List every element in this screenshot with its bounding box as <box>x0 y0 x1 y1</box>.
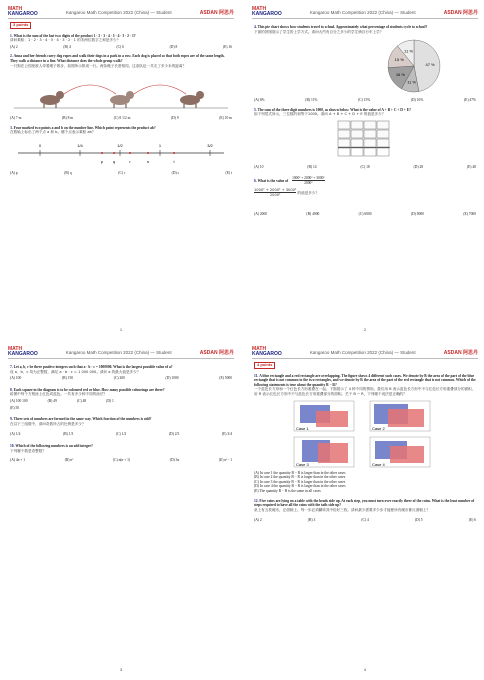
case-2-diagram <box>370 401 430 431</box>
question-text-chinese: 请问乘积：1 · 2 · 3 · 4 · 5 · 4 · 3 · 2 · 1 的末两位数字之和是多少？ <box>10 38 121 43</box>
case-label: Case 2 <box>372 425 385 431</box>
dog-figure-3 <box>180 91 204 108</box>
option-e[interactable]: (E) 50 <box>10 405 20 410</box>
answer-options <box>254 165 476 170</box>
question-2 <box>10 54 232 120</box>
number-line-point-label: r <box>129 158 131 164</box>
question-text: Let a, b, c be three positive integers such that a · b · c = 1000000. What is the largest possible value of a? <box>13 365 173 369</box>
option-e[interactable]: (E) The quantity B − R is the same in all cases <box>254 488 321 493</box>
number-line-figure <box>10 139 232 169</box>
option-e[interactable]: (E) 47% <box>463 98 476 103</box>
pie-slice-label: 16 % <box>395 72 405 78</box>
question-11 <box>254 374 476 494</box>
option-b[interactable]: (B) 4 <box>63 44 71 49</box>
number-line-tick-label: 1/2 <box>117 142 123 148</box>
question-text: What is the value of <box>257 178 289 183</box>
question-9 <box>10 417 232 437</box>
page-number: 2 <box>363 327 367 332</box>
option-d[interactable]: (D) 28 <box>413 164 424 169</box>
math-kangaroo-logo: MATH KANGAROO <box>252 346 282 357</box>
option-d[interactable]: (D) 2/3 <box>168 432 180 437</box>
question-number: 7. <box>10 365 13 369</box>
option-a[interactable]: (A) p <box>10 170 18 175</box>
page-header <box>8 346 234 359</box>
page-number: 1 <box>119 327 123 332</box>
grid-cell <box>351 139 363 147</box>
option-e[interactable]: (E) 6 <box>468 518 476 523</box>
option-a[interactable]: (A) 2000 <box>254 211 268 216</box>
question-text: Each square in the diagram is to be coloured red or blue. How many possible colourings are there? <box>13 387 165 392</box>
option-b[interactable]: (B) 49 <box>47 398 57 403</box>
question-text-chinese: 一只狗在公园里被人牵着绳子散步，如图所示排成一行。两条绳子长度相同。这条队伍一共走了多少米的距离？ <box>10 63 187 68</box>
number-line-point <box>101 152 103 154</box>
option-c[interactable]: (C) 6 <box>116 44 124 49</box>
grid-cell <box>351 130 363 138</box>
option-b[interactable]: (B) 11% <box>305 98 318 103</box>
option-b[interactable]: (B) q <box>64 170 72 175</box>
answer-options <box>254 518 476 523</box>
answer-options <box>10 399 232 404</box>
option-e[interactable]: (E) 3/4 <box>221 432 232 437</box>
question-10 <box>10 444 232 463</box>
question-number: 3. <box>10 125 13 130</box>
page-header <box>252 346 478 359</box>
document-page-1 <box>2 2 240 338</box>
pie-slice-label: 15 % <box>394 57 404 63</box>
answer-options-row-2 <box>10 406 232 411</box>
option-c[interactable]: (C) 1/2 <box>115 432 127 437</box>
grid-cell <box>364 130 376 138</box>
answer-options <box>254 212 476 217</box>
option-d[interactable]: (D) 8 <box>169 44 178 49</box>
number-line-point <box>173 152 175 154</box>
option-a[interactable]: (A) 2 <box>254 518 262 523</box>
math-kangaroo-logo: MATH KANGAROO <box>252 6 282 17</box>
section-label: 4 points <box>254 362 275 369</box>
question-text: Anna and her friends carry dog ropes and walk their dogs in a park in a row. Each dog is placed so that both ropes are of the same length. They walk a distance in a line. What distance does the whole group walk? <box>10 54 225 63</box>
question-text: Which of the following numbers is an odd integer? <box>15 443 93 448</box>
section-label: 3 points <box>10 22 31 29</box>
option-b[interactable]: (B) In case 2 the quantity B − R is larger than in the other cases <box>254 475 346 480</box>
number-line-point-label: q <box>112 158 116 164</box>
question-1 <box>10 34 232 50</box>
question-number: 10. <box>10 443 15 448</box>
number-line-point-label: s <box>147 158 149 164</box>
option-e[interactable]: (E) 5000 <box>219 376 232 381</box>
option-a[interactable]: (A) In case 1 the quantity B − R is larger than in the other cases <box>254 470 346 475</box>
question-6 <box>254 176 476 217</box>
question-text-chinese: 设 a、b、c 均为正整数，满足 a · b · c = 1 000 000。请问 a 的最大值是多少？ <box>10 369 141 374</box>
option-e[interactable]: (E) 48 <box>466 164 476 169</box>
option-b[interactable]: (B) 14 <box>307 164 317 169</box>
asdan-logo: ASDAN 阿思丹 <box>199 349 234 356</box>
number-line-point-label: t <box>173 158 175 164</box>
option-b[interactable]: (B) n² <box>64 458 74 463</box>
math-kangaroo-logo: MATH KANGAROO <box>8 6 38 17</box>
page-number: 4 <box>363 667 367 672</box>
header-title: Kangaroo Math Competition 2022 (China) — Student <box>65 9 172 15</box>
option-c[interactable]: (C) 8 1/2 m <box>113 116 131 121</box>
answer-options <box>10 458 232 463</box>
option-c[interactable]: (C) 200 <box>113 376 125 381</box>
option-d[interactable]: (D) 5 <box>414 518 423 523</box>
question-number: 2. <box>10 54 13 59</box>
question-text: Three sets of numbers are formed in the same way. Which fraction of the numbers is odd? <box>13 417 152 422</box>
question-4 <box>254 25 476 103</box>
grid-cell <box>351 148 363 156</box>
option-b[interactable]: (B) 150 <box>61 376 74 381</box>
question-number: 9. <box>10 417 13 422</box>
question-text: Four marked two points a and b on the number line. Which point represents the product ab? <box>13 125 156 130</box>
option-c[interactable]: (C) 48 <box>76 398 87 403</box>
option-d[interactable]: (D) In case 4 the quantity B − R is larger than in the other cases <box>254 484 346 489</box>
option-c[interactable]: (C) 4 <box>361 518 369 523</box>
option-a[interactable]: (A) 10 <box>254 164 264 169</box>
number-line-point <box>113 152 115 154</box>
number-line-tick-label: 0 <box>38 142 42 148</box>
option-c[interactable]: (C) 15% <box>358 98 371 103</box>
number-line-tick-label: 3/2 <box>207 142 213 148</box>
pie-slice-label: 47 % <box>425 62 435 68</box>
question-text-chinese: 桌上有五枚硬币，正面朝上。每一步必须翻转其中恰好三枚。请问最少需要多少步才能使所有硬币都反面朝上？ <box>254 507 431 512</box>
question-text: A blue rectangle and a red rectangle are overlapping. The figure shows 4 different such cases. We denote by B the area of the part of the blue rectangle that is not common to the two rectangles, and we denote by R the area of the part of the red rectangle that is not common. Which of the following statements is true about the quantity B − R? <box>254 373 476 387</box>
number-line-tick-label: 1 <box>158 142 162 148</box>
document-page-3 <box>2 342 240 678</box>
grid-cell <box>377 121 389 129</box>
grid-cell <box>377 148 389 156</box>
option-d[interactable]: (D) 16% <box>410 98 424 103</box>
question-8 <box>10 388 232 410</box>
option-e[interactable]: (E) n² - 1 <box>218 458 232 463</box>
grid-cell <box>338 121 350 129</box>
option-c[interactable]: (C) 6000 <box>358 211 372 216</box>
question-number: 12. <box>254 498 259 503</box>
question-number: 11. <box>254 373 259 378</box>
answer-options-list <box>254 471 476 494</box>
grid-cell <box>338 139 350 147</box>
case-3-diagram <box>294 437 354 467</box>
grid-cell <box>364 148 376 156</box>
header-title: Kangaroo Math Competition 2022 (China) — Student <box>309 349 416 355</box>
pie-slice-label: 11 % <box>404 48 413 54</box>
dog-figure-1 <box>40 91 64 108</box>
fraction-expression: $\frac{\text{1000² + 2000² + 3000²}}{\text{2000²}}$ <box>292 175 325 186</box>
option-d[interactable]: (D) 1 <box>106 398 114 403</box>
question-text: What is the sum of the last two digits of the product 1 · 2 · 3 · 4 · 5 · 4 · 3 · 2 · 1? <box>13 33 136 38</box>
question-text: This pie chart shows how students travel to school. Approximately what percentage of students cycle to school? <box>257 25 428 29</box>
question-number: 5. <box>254 107 257 112</box>
option-d[interactable]: (D) 1000 <box>165 376 179 381</box>
dog-walk-illustration <box>10 70 232 114</box>
question-text-chinese: 一个蓝色长方形和一个红色长方形重叠在一起。下图展示了 4 种不同的情形。我们用 B 表示蓝色长方形中不与红色长方形重叠部分的面积，用 R 表示红色长方形中不与蓝色长方形重叠部分的面积。关于 B − R，下列哪个说法是正确的？ <box>254 387 476 396</box>
number-line-tick-label: 1/4 <box>77 142 83 148</box>
page-header <box>8 6 234 19</box>
option-e[interactable]: (E) t <box>225 170 232 175</box>
math-kangaroo-logo: MATH KANGAROO <box>8 346 38 357</box>
case-label: Case 3 <box>296 461 309 467</box>
question-text-chinese: 下面的饼图展示了学生的上学方式。请问大约有百分之多少的学生骑自行车上学？ <box>254 29 384 34</box>
asdan-logo: ASDAN 阿思丹 <box>443 349 478 356</box>
option-e[interactable]: (E) 16 <box>222 44 232 49</box>
option-a[interactable]: (A) 100 <box>10 376 22 381</box>
grid-cell <box>364 121 376 129</box>
question-text-chinese: 如下列竖式所示，三位数的和等于1000。请问 A + B + C + D + E 的值是多少？ <box>254 112 386 117</box>
question-number: 8. <box>10 387 13 392</box>
option-a[interactable]: (A) 4n + 1 <box>10 458 26 463</box>
answer-options <box>10 171 232 176</box>
question-number: 4. <box>254 25 257 29</box>
answer-options <box>10 376 232 381</box>
answer-options <box>10 116 232 121</box>
option-a[interactable]: (A) 6% <box>254 98 265 103</box>
number-line-point <box>147 152 149 154</box>
option-a[interactable]: (A) 100 100 <box>10 398 28 403</box>
option-a[interactable]: (A) 1/4 <box>10 432 21 437</box>
answer-options <box>10 432 232 437</box>
case-label: Case 1 <box>296 425 309 431</box>
option-c[interactable]: (C) In case 3 the quantity B − R is larger than in the other cases <box>254 479 346 484</box>
option-b[interactable]: (B) 3 <box>307 518 316 523</box>
question-number: 6. <box>254 178 257 183</box>
header-title: Kangaroo Math Competition 2022 (China) — Student <box>309 9 416 15</box>
option-a[interactable]: (A) 7 m <box>10 116 22 121</box>
option-b[interactable]: (B) 8 m <box>61 116 74 121</box>
grid-cell <box>364 139 376 147</box>
document-page-4 <box>246 342 484 678</box>
dog-figure-2 <box>110 91 134 108</box>
case-4-diagram <box>370 437 430 467</box>
option-c[interactable]: (C) 18 <box>360 164 370 169</box>
header-title: Kangaroo Math Competition 2022 (China) — Student <box>65 349 172 355</box>
option-c[interactable]: (C) r <box>118 170 126 175</box>
asdan-logo: ASDAN 阿思丹 <box>443 9 478 16</box>
question-text-chinese: 在数轴上标出了两个点 a 和 b。哪个点表示乘积 ab？ <box>10 130 96 135</box>
pie-slice-label: 11 % <box>407 79 416 85</box>
overlapping-rectangles-figure <box>254 399 476 469</box>
grid-cell <box>338 148 350 156</box>
number-line-point-label: p <box>100 158 104 164</box>
question-text-chinese: 在以下三组数中，请问奇数所占的比例是多少？ <box>10 421 86 426</box>
option-e[interactable]: (E) 7000 <box>463 211 476 216</box>
document-page-2 <box>246 2 484 338</box>
option-c[interactable]: (C) n(n + 1) <box>112 458 131 463</box>
option-d[interactable]: (D) 3n <box>169 458 180 463</box>
grid-cell <box>377 139 389 147</box>
pie-chart-figure <box>254 36 476 96</box>
case-label: Case 4 <box>372 461 385 467</box>
question-text-chinese: 给图中每个方格涂上红色或蓝色。一共有多少种不同的涂法？ <box>10 392 108 397</box>
option-b[interactable]: (B) 4000 <box>306 211 320 216</box>
option-a[interactable]: (A) 2 <box>10 44 18 49</box>
question-text-chinese: $\frac{\text{1000² + 2000² + 3000²}}{\text{2000²}}$ 的值是多少？ <box>254 187 320 198</box>
option-d[interactable]: (D) 9 <box>170 116 179 121</box>
question-text: Five coins are lying on a table with the heads side up. At each step, you must turn over exactly three of the coins. What is the least number of steps required to have all the coins with the tails side up? <box>254 498 475 508</box>
question-3 <box>10 126 232 176</box>
case-1-diagram <box>294 401 354 431</box>
answer-options <box>10 45 232 50</box>
question-number: 1. <box>10 33 13 38</box>
option-b[interactable]: (B) 1/3 <box>63 432 74 437</box>
option-e[interactable]: (E) 10 m <box>219 116 232 121</box>
grid-cell <box>338 130 350 138</box>
page-header <box>252 6 478 19</box>
question-7 <box>10 365 232 381</box>
grid-cell <box>351 121 363 129</box>
grid-cell <box>377 130 389 138</box>
page-number: 3 <box>119 667 123 672</box>
question-text-chinese: 下列哪个数是奇整数？ <box>10 448 46 453</box>
question-text: The sum of the three digit numbers is 1000, as shown below. What is the value of A + B + C + D + E? <box>257 107 411 112</box>
addition-grid-figure <box>254 119 476 163</box>
number-line-point <box>129 152 131 154</box>
asdan-logo: ASDAN 阿思丹 <box>199 9 234 16</box>
question-12 <box>254 499 476 523</box>
answer-options <box>254 98 476 103</box>
question-5 <box>254 108 476 170</box>
option-d[interactable]: (D) 8000 <box>410 211 424 216</box>
option-d[interactable]: (D) s <box>171 170 179 175</box>
